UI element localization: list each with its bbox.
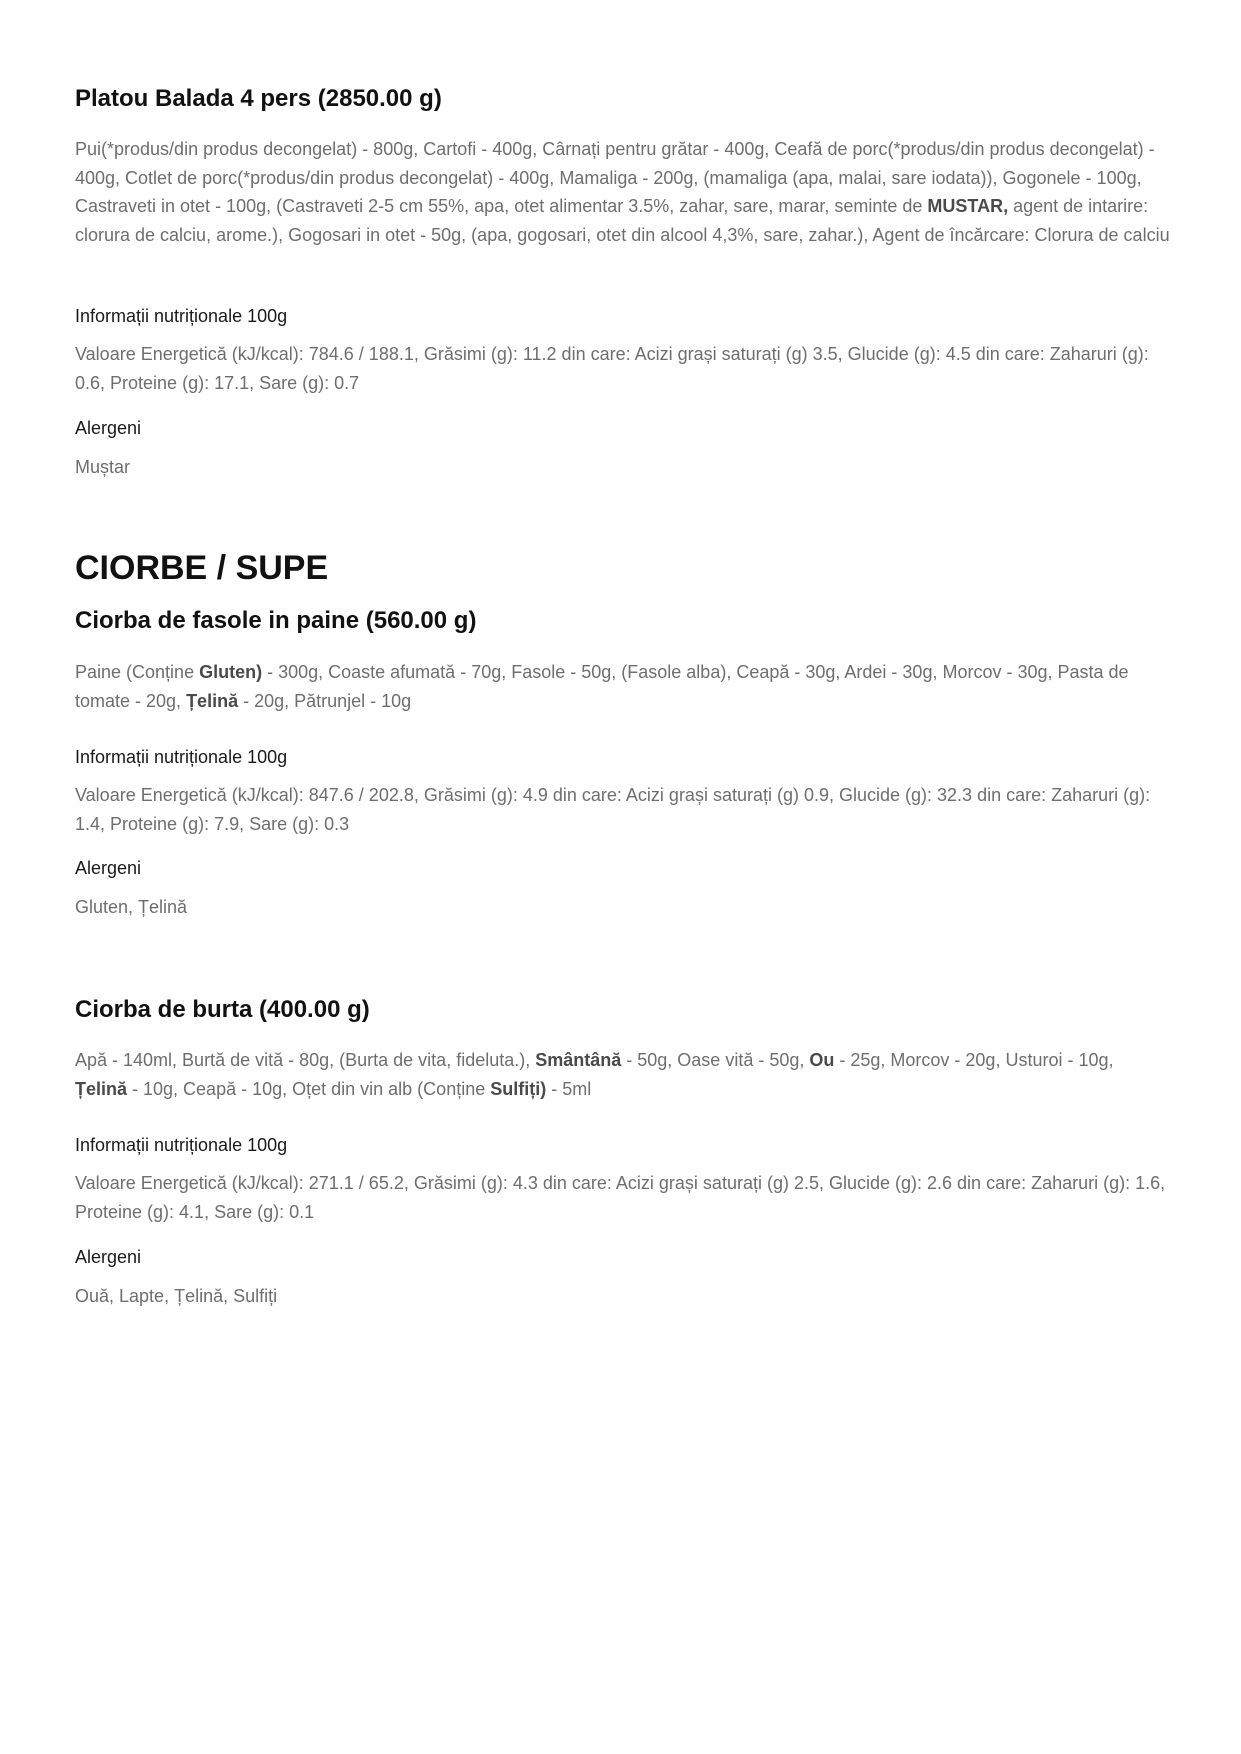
allergens-label: Alergeni — [75, 418, 142, 438]
allergens-values: Muștar — [75, 457, 131, 477]
item-ingredients-block — [75, 658, 1170, 715]
nutrition-block — [75, 1169, 1170, 1226]
item-ingredients-block — [75, 135, 1170, 249]
ingredient-text: - 25g, Morcov - 20g, Usturoi - 10g, — [834, 1050, 1114, 1070]
ingredient-text: - 10g, Ceapă - 10g, Oțet din vin alb (Conține — [127, 1078, 491, 1099]
section-title: CIORBE / SUPE — [75, 549, 329, 587]
nutrition-label-block — [75, 304, 1170, 328]
allergens-block — [75, 1282, 1170, 1311]
nutrition-label: Informații nutriționale 100g — [75, 306, 288, 326]
allergen-highlight: Țelină — [75, 1078, 128, 1099]
menu-item — [75, 606, 1170, 636]
allergen-highlight: Smântână — [535, 1050, 622, 1070]
allergens-label-block — [75, 1245, 1170, 1269]
ingredient-text: Pui(*produs/din produs decongelat) - 800g, Cartofi - 400g, Cârnați pentru grătar - 400g, Ceafă de porc(*produs/din produs decongelat) - 400g, Cotlet de porc(*produs/din produs decongelat) - 400g, Mamaliga - 200g, (mamaliga (apa, malai, sare iodata)), Gogonele - 100g, Castraveti in otet - 100g, (Castraveti 2-5 cm 55%, apa, otet alimentar 3.5%, zahar, sare, marar, seminte de — [75, 139, 1155, 216]
ingredient-text: - 5ml — [546, 1078, 592, 1099]
nutrition-values: Valoare Energetică (kJ/kcal): 784.6 / 188.1, Grăsimi (g): 11.2 din care: Acizi grași saturați (g) 3.5, Glucide (g): 4.5 din care: Zaharuri (g): 0.6, Proteine (g): 17.1, Sare (g): 0.7 — [75, 344, 1149, 393]
nutrition-label: Informații nutriționale 100g — [75, 747, 288, 767]
item-ingredients — [75, 1046, 1170, 1103]
allergens-values: Gluten, Țelină — [75, 897, 188, 917]
nutrition-block — [75, 340, 1170, 397]
allergens-block — [75, 453, 1170, 482]
ingredient-text: - 300g, Coaste afumată - 70g, Fasole - 50g, (Fasole alba), Ceapă - 30g, Ardei - 30g, Morcov - 30g, Pasta de tomate - 20g, — [75, 662, 1129, 711]
item-ingredients-block — [75, 1046, 1170, 1103]
ingredient-text: - 50g, Oase vită - 50g, — [621, 1050, 810, 1070]
allergens-label-block — [75, 416, 1170, 440]
allergens-label: Alergeni — [75, 1247, 142, 1267]
ingredient-text: Apă - 140ml, Burtă de vită - 80g, (Burta de vita, fideluta.), — [75, 1050, 536, 1070]
item-ingredients — [75, 135, 1170, 249]
allergen-highlight: MUSTAR, — [927, 196, 1009, 216]
allergen-highlight: Gluten) — [199, 662, 263, 682]
allergen-highlight: Sulfiți) — [490, 1078, 547, 1099]
item-title: Ciorba de burta (400.00 g) — [75, 996, 370, 1023]
menu-item — [75, 995, 1170, 1025]
allergens-values: Ouă, Lapte, Țelină, Sulfiți — [75, 1286, 278, 1306]
allergens-block — [75, 893, 1170, 922]
ingredient-text: Paine (Conține — [75, 662, 200, 682]
menu-item — [75, 84, 1170, 114]
item-ingredients — [75, 658, 1170, 715]
allergen-highlight: Țelină — [186, 690, 239, 711]
allergens-label-block — [75, 856, 1170, 880]
nutrition-label-block — [75, 745, 1170, 769]
nutrition-block — [75, 781, 1170, 838]
allergens-label: Alergeni — [75, 858, 142, 878]
nutrition-label-block — [75, 1133, 1170, 1157]
nutrition-label: Informații nutriționale 100g — [75, 1135, 288, 1155]
nutrition-values: Valoare Energetică (kJ/kcal): 847.6 / 202.8, Grăsimi (g): 4.9 din care: Acizi grași saturați (g) 0.9, Glucide (g): 32.3 din care: Zaharuri (g): 1.4, Proteine (g): 7.9, Sare (g): 0.3 — [75, 785, 1151, 834]
nutrition-values: Valoare Energetică (kJ/kcal): 271.1 / 65.2, Grăsimi (g): 4.3 din care: Acizi grași saturați (g) 2.5, Glucide (g): 2.6 din care: Zaharuri (g): 1.6, Proteine (g): 4.1, Sare (g): 0.1 — [75, 1173, 1166, 1222]
item-title: Ciorba de fasole in paine (560.00 g) — [75, 607, 477, 634]
ingredient-text: - 20g, Pătrunjel - 10g — [238, 690, 412, 711]
section-header — [75, 548, 1170, 588]
item-title: Platou Balada 4 pers (2850.00 g) — [75, 85, 442, 112]
ingredient-text: agent de intarire: clorura de calciu, arome.), Gogosari in otet - 50g, (apa, gogosari, otet din alcool 4,3%, sare, zahar.), Agent de încărcare: Clorura de calciu — [75, 196, 1170, 245]
allergen-highlight: Ou — [809, 1050, 835, 1070]
